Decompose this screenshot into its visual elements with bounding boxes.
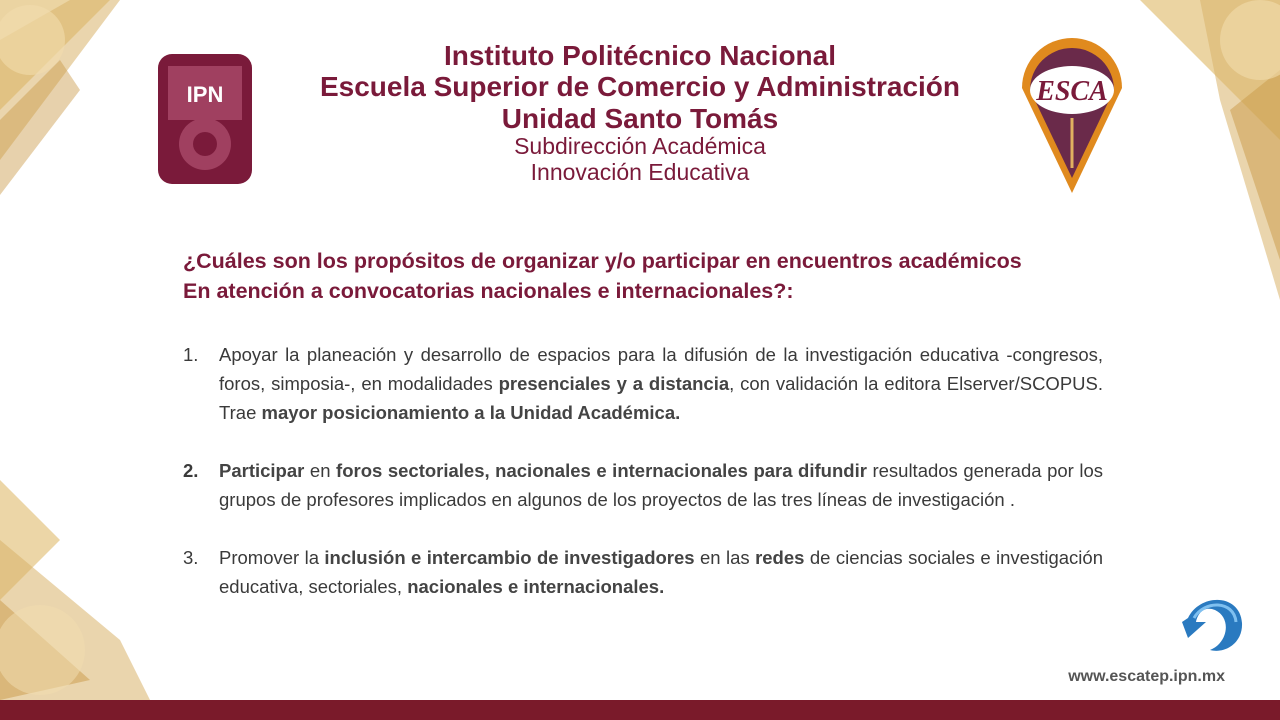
list-item-emphasis: mayor posicionamiento a la Unidad Académica. xyxy=(261,402,681,423)
list-item-text: , con validación la editora Elserver/SCOPUS. Trae xyxy=(219,373,1104,423)
corner-decoration-top-right xyxy=(1120,0,1280,300)
list-item-text: resultados generada por los grupos de profesores implicados en algunos de los proyectos de las tres líneas de investigación . xyxy=(219,460,1104,510)
ipn-logo xyxy=(150,44,260,194)
list-item-emphasis: presenciales y a distancia xyxy=(498,373,730,394)
list-item-number: 3. xyxy=(183,547,199,568)
esca-logo-text: ESCA xyxy=(1036,76,1108,107)
list-item-emphasis: Participar xyxy=(219,460,305,481)
footer-bar xyxy=(0,700,1280,720)
slide-question xyxy=(183,246,1103,306)
esca-logo xyxy=(1012,38,1132,198)
list-item-emphasis: foros sectoriales, nacionales e internacionales para difundir xyxy=(336,460,867,481)
list-item-text: en xyxy=(304,460,337,481)
question-line-2: En atención a convocatorias nacionales e internacionales?: xyxy=(183,279,794,303)
question-line-1: ¿Cuáles son los propósitos de organizar y/o participar en encuentros académicos xyxy=(183,249,1022,273)
institution-header xyxy=(300,40,980,186)
list-item-text: Promover la xyxy=(219,547,325,568)
header-innovation: Innovación Educativa xyxy=(530,158,750,185)
list-item-number: 1. xyxy=(183,344,199,365)
list-item xyxy=(183,340,1103,427)
header-institute: Instituto Politécnico Nacional xyxy=(443,40,837,71)
website-url[interactable]: www.escatep.ipn.mx xyxy=(1068,668,1225,685)
list-item-text: Apoyar la planeación y desarrollo de espacios para la difusión de la investigación educativa -congresos, foros, simposia-, en modalidades xyxy=(219,344,1103,394)
header-subdirection: Subdirección Académica xyxy=(514,133,766,160)
return-arrow-icon[interactable] xyxy=(1180,588,1250,658)
list-item xyxy=(183,456,1103,514)
list-item-emphasis: inclusión e intercambio de investigadores xyxy=(324,547,695,568)
corner-decoration-top-left xyxy=(0,0,150,200)
list-item-text: en las xyxy=(694,547,756,568)
list-item-number: 2. xyxy=(183,460,199,481)
corner-decoration-bottom-left xyxy=(0,480,170,720)
purpose-list xyxy=(183,340,1103,630)
ipn-logo-text: IPN xyxy=(186,82,224,107)
list-item xyxy=(183,543,1103,601)
header-unit: Unidad Santo Tomás xyxy=(501,102,779,134)
list-item-emphasis: redes xyxy=(755,547,805,568)
list-item-emphasis: nacionales e internacionales. xyxy=(407,576,665,597)
header-school: Escuela Superior de Comercio y Administración xyxy=(319,71,961,103)
list-item-text: de ciencias sociales e investigación educativa, sectoriales, xyxy=(219,547,1103,597)
